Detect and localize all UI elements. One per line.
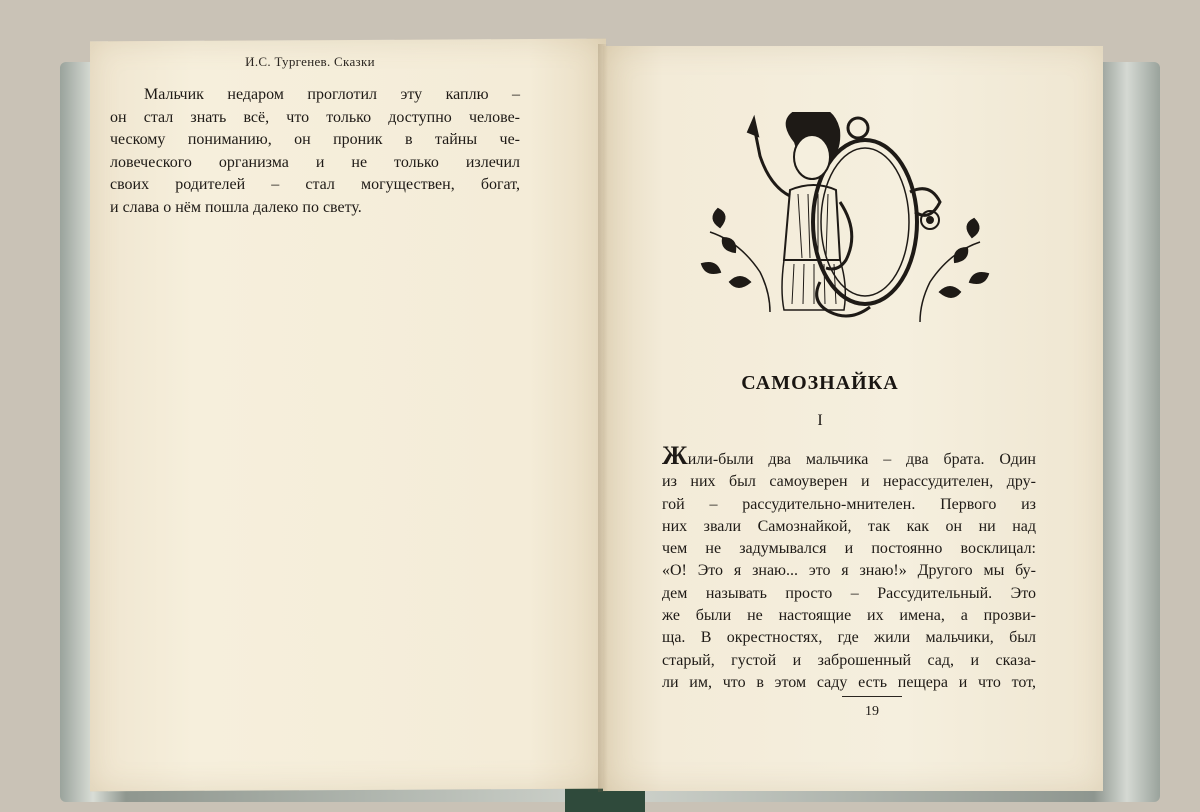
- text-line: чем не задумывался и постоянно восклицал:: [662, 540, 1036, 558]
- right-page-text: [662, 441, 1036, 694]
- text-line: же были не настоящие их имена, а прозви-: [662, 607, 1036, 625]
- text-line: гой – рассудительно-мнителен. Первого из: [662, 495, 1036, 513]
- text-line: своих родителей – стал могуществен, богат,: [110, 176, 520, 193]
- text-line: ща. В окрестностях, где жили мальчики, был: [662, 629, 1036, 647]
- chapter-number: I: [817, 412, 823, 429]
- text-line: он стал знать всё, что только доступно челове-: [110, 108, 520, 126]
- text-line: и слава о нём пошла далеко по свету.: [110, 198, 362, 216]
- text-line: ловеческого организма и не только излечил: [110, 153, 520, 171]
- text-line: ли им, что в этом саду есть пещера и что тот,: [662, 673, 1036, 691]
- boy-with-mirror-illustration: [690, 112, 1000, 332]
- text-line-first: [662, 441, 1036, 471]
- drop-cap: Ж: [662, 441, 688, 470]
- page-number: 19: [865, 704, 879, 719]
- running-head: И.С. Тургенев. Сказки: [245, 54, 375, 69]
- text-line: них звали Самознайкой, так как он ни над: [662, 517, 1036, 535]
- text-line: или-были два мальчика – два брата. Один: [687, 451, 1036, 468]
- text-line: Мальчик недаром проглотил эту каплю –: [144, 86, 520, 103]
- text-line: старый, густой и заброшенный сад, и сказа-: [662, 651, 1036, 669]
- left-page-text: [110, 84, 520, 219]
- text-line: из них был самоуверен и нерассудителен, дру-: [662, 473, 1036, 491]
- text-line: «О! Это я знаю... это я знаю!» Другого мы бу-: [662, 562, 1036, 580]
- text-line: дем называть просто – Рассудительный. Это: [662, 584, 1036, 602]
- text-line: ческому пониманию, он проник в тайны че-: [110, 131, 520, 148]
- chapter-title: САМОЗНАЙКА: [741, 372, 899, 394]
- page-number-rule: [842, 696, 902, 697]
